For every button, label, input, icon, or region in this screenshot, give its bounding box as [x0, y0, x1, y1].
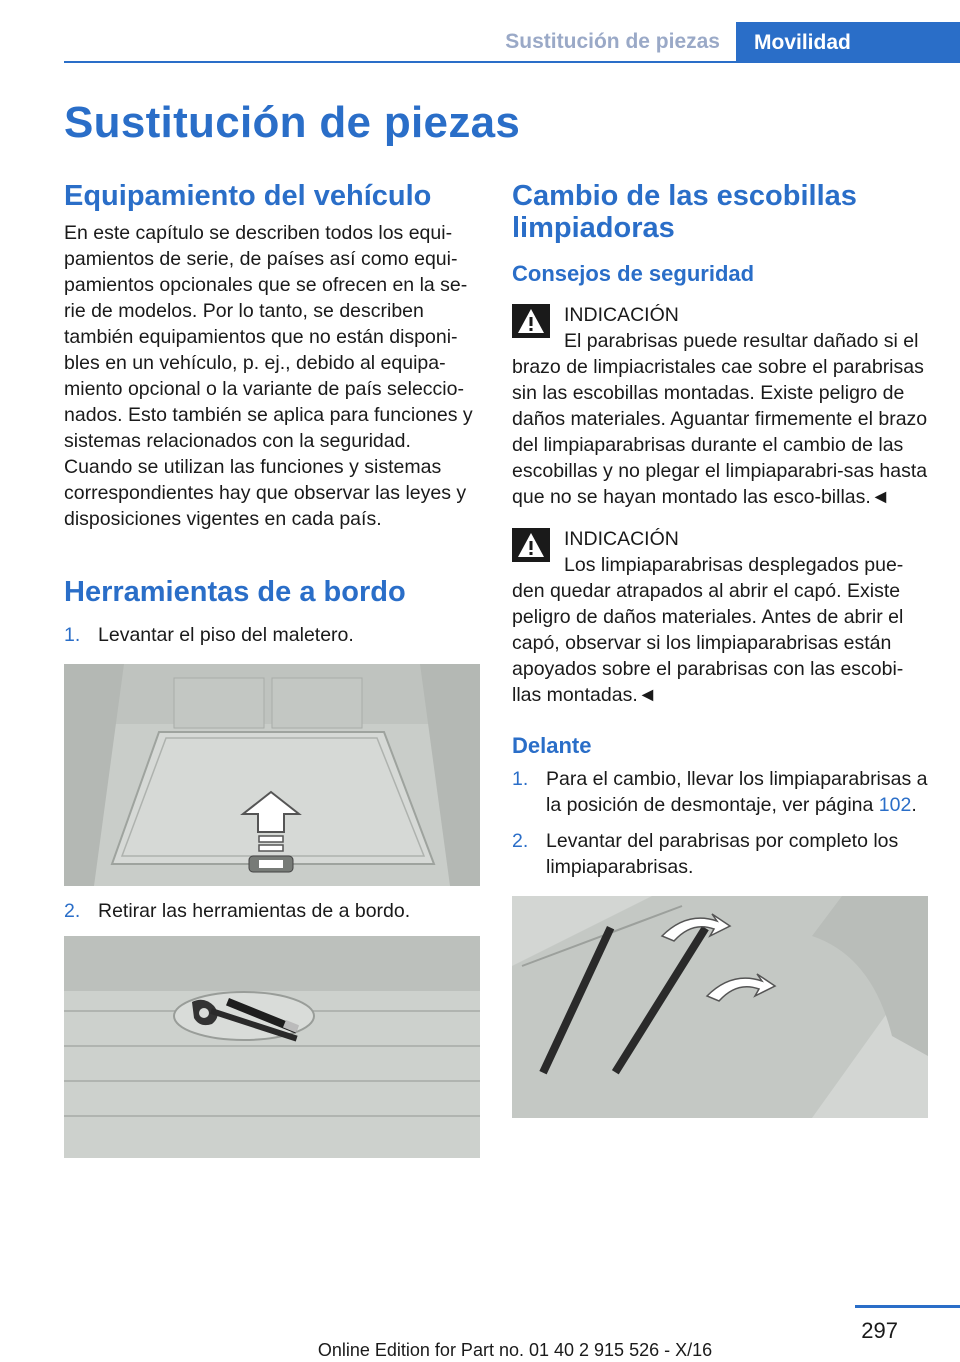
equipment-text: En este capítulo se describen todos los equi‐pamientos de serie, de países así como equi‐pamientos opcionales que se ofrecen en la se‐rie de modelos. Por lo tanto, se describen también equipamientos que no están disponi‐bles en un vehículo, p. ej., debido al equipa‐miento opcional o la variante de país seleccio‐nados. Esto también se aplica para funciones y sistemas relacionados con la seguridad. Cuando se utilizan las funciones y sistemas correspondientes hay que observar las leyes y disposiciones vigentes en cada país.	[64, 222, 473, 530]
step-text-main: Para el cambio, llevar los limpiaparabrisas a la posición de desmontaje, ver página	[546, 768, 928, 816]
left-column	[64, 180, 480, 1158]
onboard-tools-illustration	[64, 936, 480, 1158]
page-link[interactable]: 102	[878, 794, 912, 816]
front-steps	[512, 766, 928, 880]
step-text: Levantar del parabrisas por completo los limpiaparabrisas.	[546, 830, 899, 878]
step-text: Levantar el piso del maletero.	[98, 624, 354, 646]
warning-lines	[564, 302, 918, 354]
safety-heading: Consejos de seguridad	[512, 261, 755, 286]
step-number: 2.	[64, 900, 81, 922]
list-item	[64, 898, 480, 924]
tools-steps	[64, 622, 480, 648]
warning-text: den quedar atrapados al abrir el capó. Existe peligro de daños materiales. Antes de abrir el capó, observar si los limpiaparabrisas están apoyados sobre el parabrisas con las escobi‐llas montadas.◄	[512, 580, 904, 706]
warning-first-line: Los limpiaparabrisas desplegados pue‐	[564, 554, 904, 576]
warning-text: brazo de limpiacristales cae sobre el parabrisas sin las escobillas montadas. Existe peligro de daños materiales. Aguantar firmemente el brazo del limpiaparabrisas durante el cambio de las escobillas y no plegar el limpiaparabri‐sas hasta que no se hayan montado las esco‐billas.◄	[512, 356, 928, 508]
list-item	[512, 828, 928, 880]
front-heading: Delante	[512, 733, 592, 758]
page-title: Sustitución de piezas	[64, 98, 521, 147]
tools-heading: Herramientas de a bordo	[64, 576, 406, 608]
warning-first-line: El parabrisas puede resultar dañado si el	[564, 330, 919, 352]
header-rule	[64, 61, 960, 63]
step-number: 1.	[512, 768, 529, 790]
warning-label: INDICACIÓN	[564, 528, 679, 550]
step-text-after: .	[911, 794, 917, 816]
warning-label: INDICACIÓN	[564, 304, 679, 326]
header-chapter-tab: Movilidad	[736, 22, 960, 63]
page-number: 297	[861, 1318, 898, 1343]
edition-footer: Online Edition for Part no. 01 40 2 915 526 - X/16	[317, 1340, 713, 1360]
list-item	[512, 766, 928, 818]
windshield-wipers-image	[512, 896, 928, 1118]
warning-lines	[564, 526, 903, 578]
trunk-floor-illustration	[64, 664, 480, 886]
warning-head	[512, 302, 928, 354]
header-section-tab: Sustitución de piezas	[505, 30, 720, 53]
tools-steps-2	[64, 898, 480, 924]
step-number: 2.	[512, 830, 529, 852]
warning-2	[512, 526, 928, 708]
equipment-heading: Equipamiento del vehículo	[64, 180, 432, 212]
wiper-heading: Cambio de las escobillas limpiadoras	[512, 180, 857, 244]
warning-1	[512, 302, 928, 510]
list-item	[64, 622, 480, 648]
wiper-illustration	[512, 896, 928, 1118]
step-text	[546, 766, 928, 818]
step-number: 1.	[64, 624, 81, 646]
warning-head	[512, 526, 928, 578]
warning-triangle-icon	[512, 304, 550, 338]
footer-rule	[855, 1305, 960, 1308]
warning-triangle-icon	[512, 528, 550, 562]
tools-image	[64, 936, 480, 1158]
step-text: Retirar las herramientas de a bordo.	[98, 900, 411, 922]
right-column	[512, 180, 928, 1118]
trunk-floor-image	[64, 664, 480, 886]
